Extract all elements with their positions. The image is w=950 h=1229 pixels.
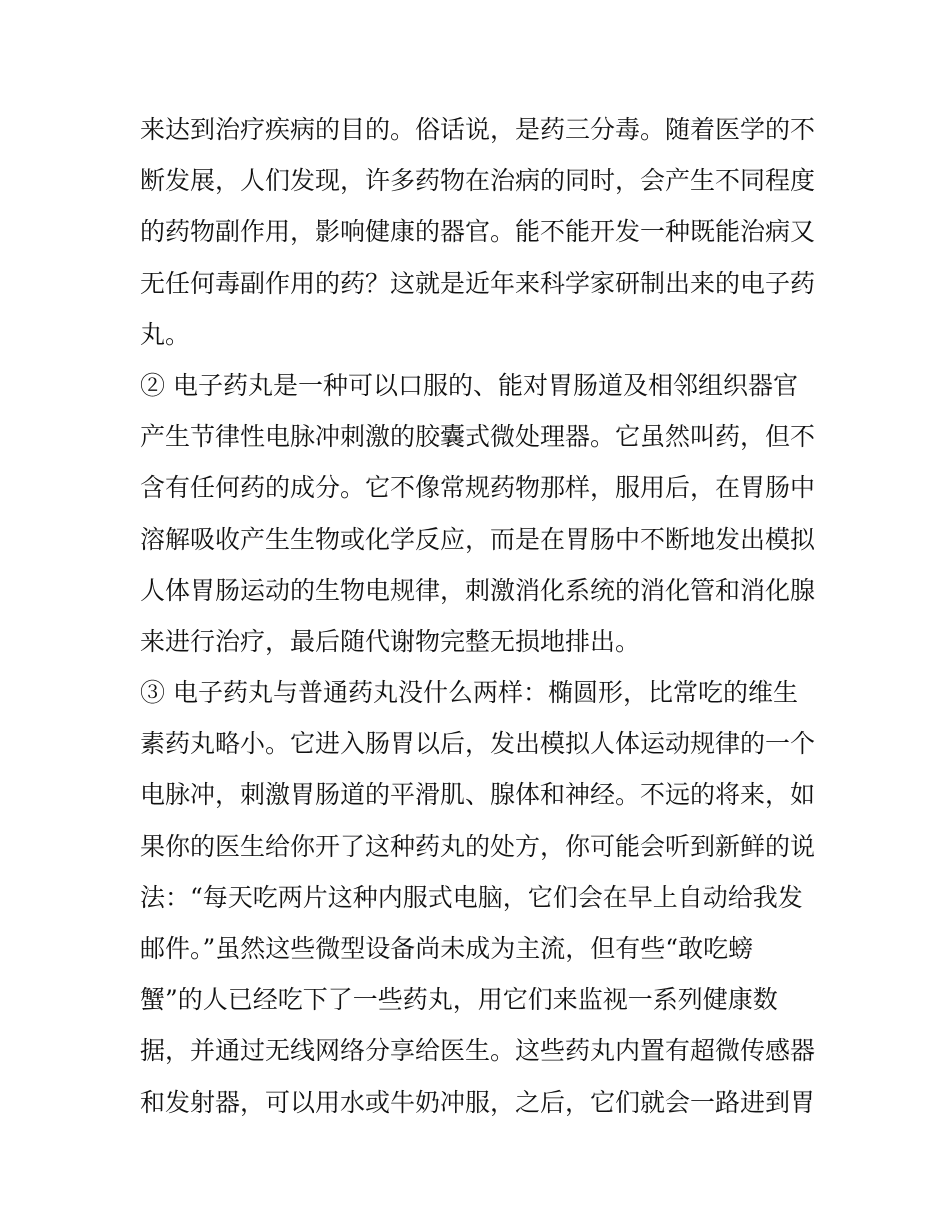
text-line: 含有任何药的成分。它不像常规药物那样，服用后，在胃肠中 <box>140 473 816 503</box>
text-line: 断发展，人们发现，许多药物在治病的同时，会产生不同程度 <box>140 166 816 196</box>
article-body <box>140 104 820 1128</box>
text-line: 果你的医生给你开了这种药丸的处方，你可能会听到新鲜的说 <box>140 831 816 861</box>
text-line: 来进行治疗，最后随代谢物完整无损地排出。 <box>140 626 641 656</box>
text-line: ③ 电子药丸与普通药丸没什么两样：椭圆形，比常吃的维生 <box>140 678 798 708</box>
text-line: 邮件。”虽然这些微型设备尚未成为主流，但有些“敢吃螃 <box>140 934 754 963</box>
text-line: ② 电子药丸是一种可以口服的、能对胃肠道及相邻组织器官 <box>140 370 798 400</box>
text-line: 来达到治疗疾病的目的。俗话说，是药三分毒。随着医学的不 <box>140 115 816 144</box>
text-line: 据，并通过无线网络分享给医生。这些药丸内置有超微传感器 <box>140 1036 816 1066</box>
text-line: 法：“每天吃两片这种内服式电脑，它们会在早上自动给我发 <box>140 882 803 912</box>
text-line: 蟹”的人已经吃下了一些药丸，用它们来监视一系列健康数 <box>140 985 778 1015</box>
text-line: 人体胃肠运动的生物电规律，刺激消化系统的消化管和消化腺 <box>140 575 816 605</box>
text-line: 的药物副作用，影响健康的器官。能不能开发一种既能治病又 <box>140 217 816 247</box>
text-line: 产生节律性电脉冲刺激的胶囊式微处理器。它虽然叫药，但不 <box>140 422 816 452</box>
text-line: 电脉冲，刺激胃肠道的平滑肌、腺体和神经。不远的将来，如 <box>140 780 816 810</box>
text-line: 丸。 <box>140 319 191 349</box>
text-line: 素药丸略小。它进入肠胃以后，发出模拟人体运动规律的一个 <box>140 729 816 759</box>
text-line: 溶解吸收产生生物或化学反应，而是在胃肠中不断地发出模拟 <box>140 524 816 554</box>
text-line: 和发射器，可以用水或牛奶冲服，之后，它们就会一路进到胃 <box>140 1087 816 1117</box>
text-line: 无任何毒副作用的药？这就是近年来科学家研制出来的电子药 <box>140 268 816 298</box>
